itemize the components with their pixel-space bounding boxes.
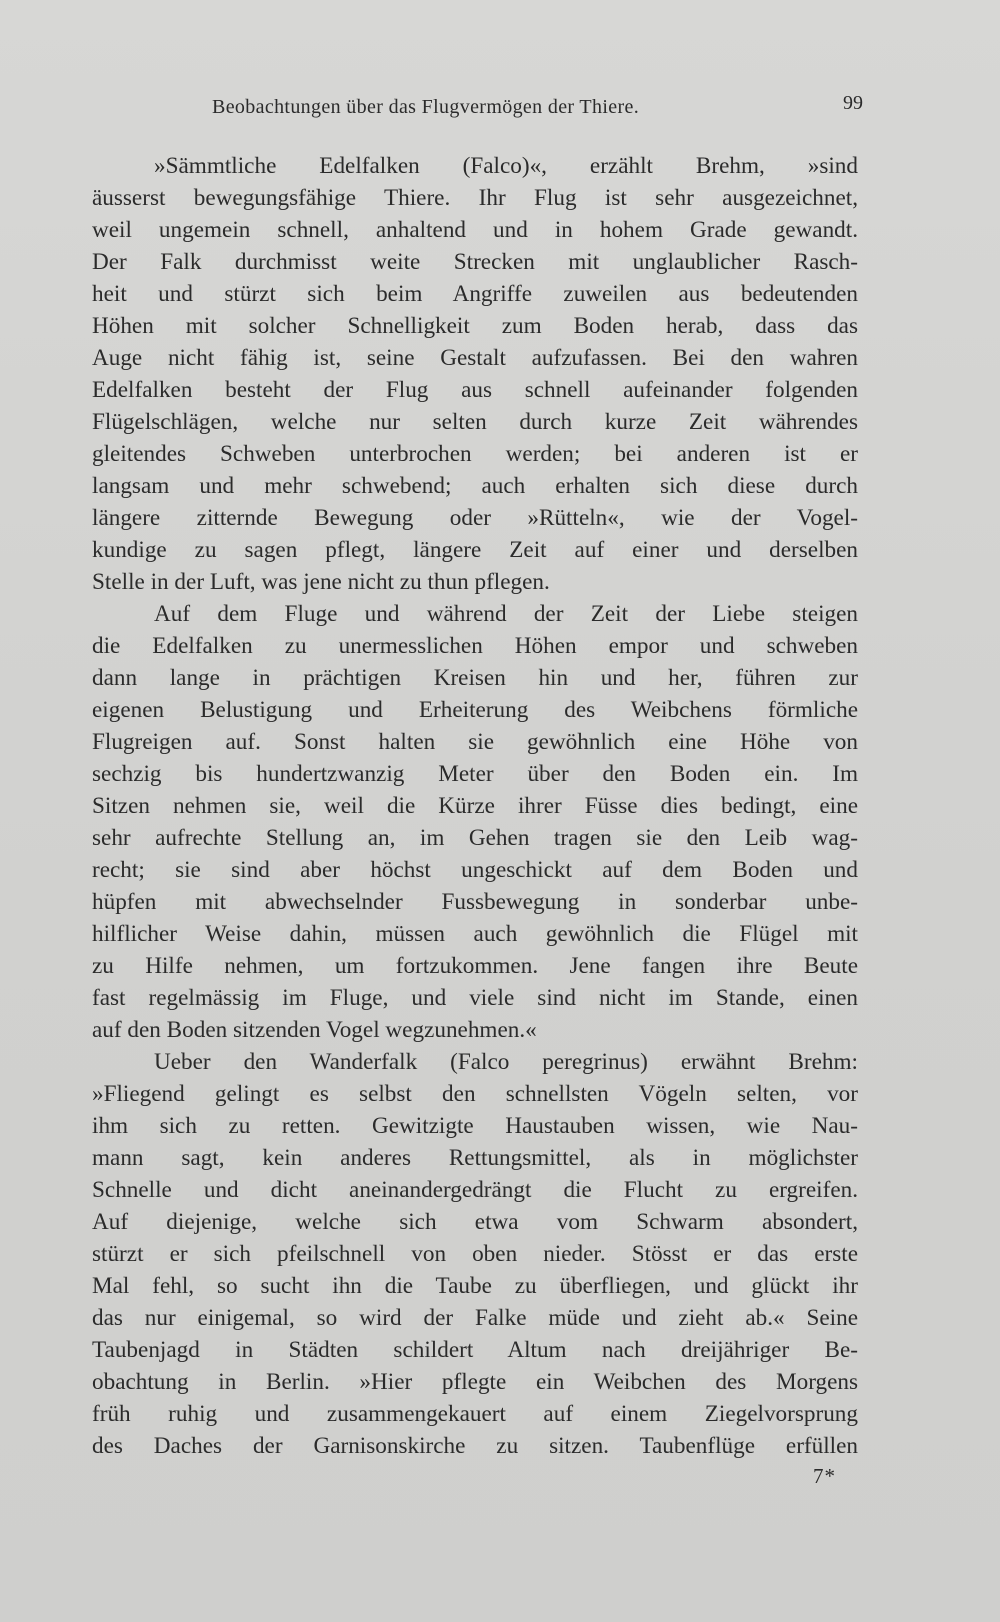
text-line: Edelfalken besteht der Flug aus schnell aufeinander folgenden xyxy=(92,377,858,403)
running-title: Beobachtungen über das Flugvermögen der Thiere. xyxy=(212,96,640,118)
text-line: kundige zu sagen pflegt, längere Zeit auf einer und derselben xyxy=(92,537,858,563)
text-line: dann lange in prächtigen Kreisen hin und her, führen zur xyxy=(92,665,858,691)
text-line: Ueber den Wanderfalk (Falco peregrinus) erwähnt Brehm: xyxy=(154,1049,858,1075)
text-line: Mal fehl, so sucht ihn die Taube zu überfliegen, und glückt ihr xyxy=(92,1273,858,1299)
text-line: sehr aufrechte Stellung an, im Gehen tragen sie den Leib wag- xyxy=(92,825,858,851)
text-line: Taubenjagd in Städten schildert Altum nach dreijähriger Be- xyxy=(92,1337,858,1363)
text-line: des Daches der Garnisonskirche zu sitzen. Taubenflüge erfüllen xyxy=(92,1433,858,1459)
text-line: Stelle in der Luft, was jene nicht zu thun pflegen. xyxy=(92,569,550,595)
text-line: obachtung in Berlin. »Hier pflegte ein Weibchen des Morgens xyxy=(92,1369,858,1395)
text-line: langsam und mehr schwebend; auch erhalten sich diese durch xyxy=(92,473,858,499)
text-line: stürzt er sich pfeilschnell von oben nieder. Stösst er das erste xyxy=(92,1241,858,1267)
text-line: fast regelmässig im Fluge, und viele sind nicht im Stande, einen xyxy=(92,985,858,1011)
text-line: Flugreigen auf. Sonst halten sie gewöhnlich eine Höhe von xyxy=(92,729,858,755)
text-line: heit und stürzt sich beim Angriffe zuweilen aus bedeutenden xyxy=(92,281,858,307)
text-line: ihm sich zu retten. Gewitzigte Haustauben wissen, wie Nau- xyxy=(92,1113,858,1139)
text-line: mann sagt, kein anderes Rettungsmittel, als in möglichster xyxy=(92,1145,858,1171)
text-line: gleitendes Schweben unterbrochen werden; bei anderen ist er xyxy=(92,441,858,467)
text-line: Schnelle und dicht aneinandergedrängt die Flucht zu ergreifen. xyxy=(92,1177,858,1203)
page-number: 99 xyxy=(843,92,863,114)
text-line: zu Hilfe nehmen, um fortzukommen. Jene fangen ihre Beute xyxy=(92,953,858,979)
text-line: das nur einigemal, so wird der Falke müde und zieht ab.« Seine xyxy=(92,1305,858,1331)
text-line: hilflicher Weise dahin, müssen auch gewöhnlich die Flügel mit xyxy=(92,921,858,947)
text-line: Höhen mit solcher Schnelligkeit zum Boden herab, dass das xyxy=(92,313,858,339)
text-line: auf den Boden sitzenden Vogel wegzunehmen.« xyxy=(92,1017,537,1043)
text-line: weil ungemein schnell, anhaltend und in hohem Grade gewandt. xyxy=(92,217,858,243)
text-line: Auf dem Fluge und während der Zeit der Liebe steigen xyxy=(154,601,858,627)
text-line: »Fliegend gelingt es selbst den schnellsten Vögeln selten, vor xyxy=(92,1081,858,1107)
text-line: äusserst bewegungsfähige Thiere. Ihr Flug ist sehr ausgezeichnet, xyxy=(92,185,858,211)
text-line: sechzig bis hundertzwanzig Meter über den Boden ein. Im xyxy=(92,761,858,787)
text-line: recht; sie sind aber höchst ungeschickt auf dem Boden und xyxy=(92,857,858,883)
text-line: längere zitternde Bewegung oder »Rütteln«, wie der Vogel- xyxy=(92,505,858,531)
text-line: hüpfen mit abwechselnder Fussbewegung in sonderbar unbe- xyxy=(92,889,858,915)
text-line: Auf diejenige, welche sich etwa vom Schwarm absondert, xyxy=(92,1209,858,1235)
text-line: Sitzen nehmen sie, weil die Kürze ihrer Füsse dies bedingt, eine xyxy=(92,793,858,819)
text-line: Flügelschlägen, welche nur selten durch kurze Zeit währendes xyxy=(92,409,858,435)
body-text xyxy=(92,150,858,1462)
page-header xyxy=(92,92,863,126)
text-line: früh ruhig und zusammengekauert auf einem Ziegelvorsprung xyxy=(92,1401,858,1427)
printer-signature: 7* xyxy=(813,1464,836,1488)
text-line: »Sämmtliche Edelfalken (Falco)«, erzählt Brehm, »sind xyxy=(154,153,858,179)
text-line: Auge nicht fähig ist, seine Gestalt aufzufassen. Bei den wahren xyxy=(92,345,858,371)
text-line: Der Falk durchmisst weite Strecken mit unglaublicher Rasch- xyxy=(92,249,858,275)
text-line: die Edelfalken zu unermesslichen Höhen empor und schweben xyxy=(92,633,858,659)
text-line: eigenen Belustigung und Erheiterung des Weibchens förmliche xyxy=(92,697,858,723)
